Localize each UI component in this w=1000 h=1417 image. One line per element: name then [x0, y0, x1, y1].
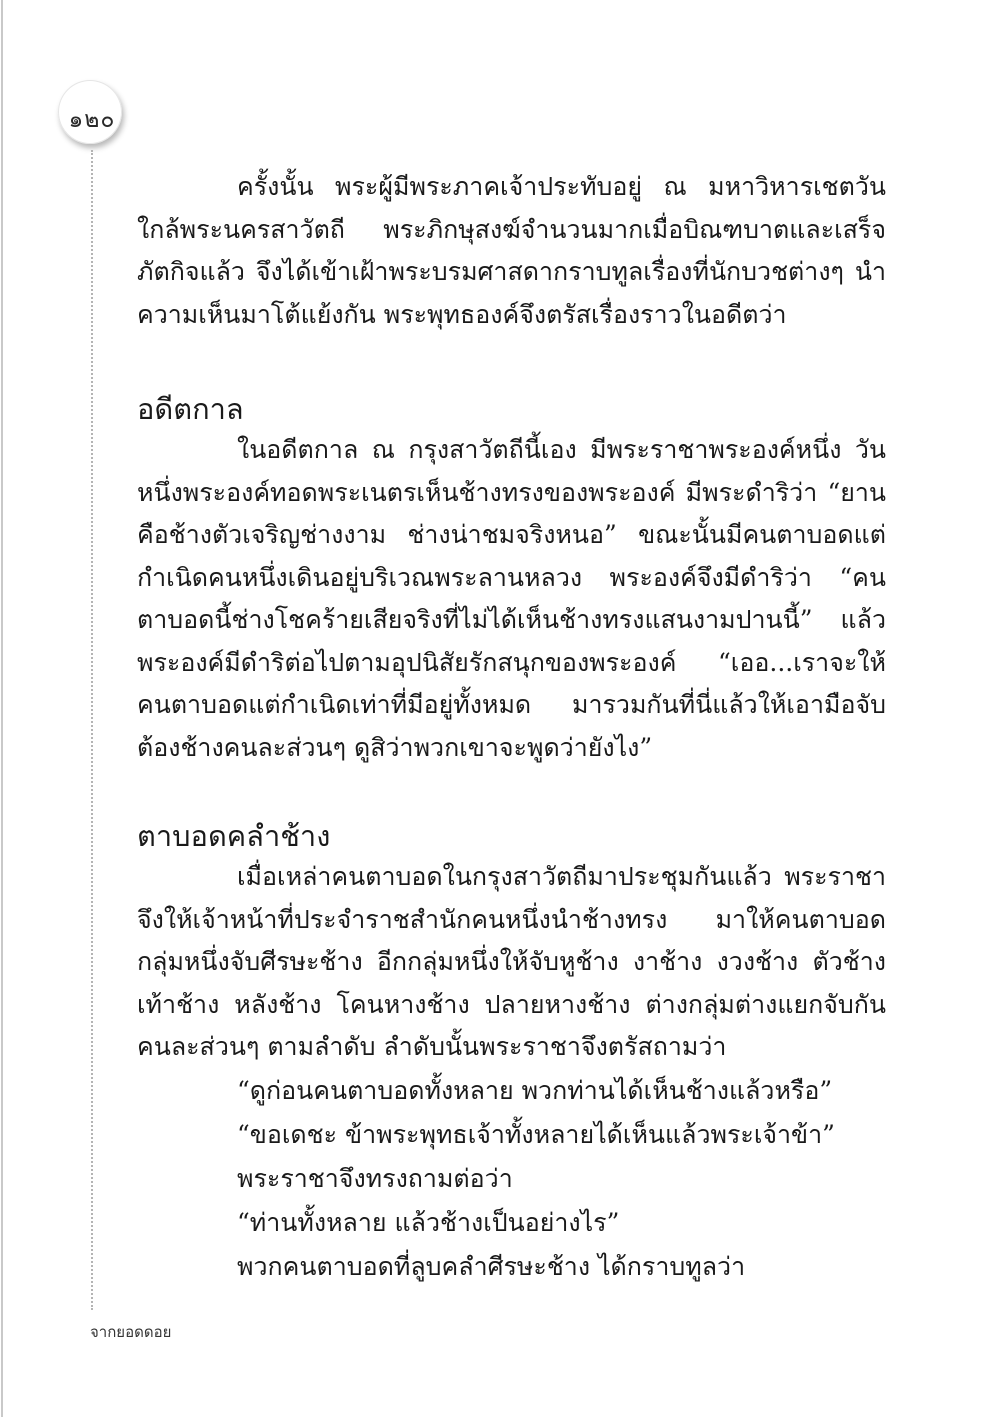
section-past-paragraph: ในอดีตกาล ณ กรุงสาวัตถีนี้เอง มีพระราชาพระองค์หนึ่ง วันหนึ่งพระองค์ทอดพระเนตรเห็นช้างทรงของพระองค์ มีพระดำริว่า “ยานคือช้างตัวเจริญช่างงาม ช่างน่าชมจริงหนอ” ขณะนั้นมีคนตาบอดแต่กำเนิดคนหนึ่งเดินอยู่บริเวณพระลานหลวง พระองค์จึงมีดำริว่า “คนตาบอดนี้ช่างโชคร้ายเสียจริงที่ไม่ได้เห็นช้างทรงแสนงามปานนี้” แล้วพระองค์มีดำริต่อไปตามอุปนิสัยรักสนุกของพระองค์ “เออ...เราจะให้คนตาบอดแต่กำเนิดเท่าที่มีอยู่ทั้งหมด มารวมกันที่นี่แล้วให้เอามือจับต้องช้างคนละส่วนๆ ดูสิว่าพวกเขาจะพูดว่ายังไง” [137, 435, 886, 762]
section-heading-past: อดีตกาล [137, 392, 244, 426]
dialog-line: “ท่านทั้งหลาย แล้วช้างเป็นอย่างไร” [237, 1207, 620, 1237]
page-number: ๑๒๐ [68, 107, 116, 133]
dotted-margin-rule [91, 150, 93, 1310]
page-edge-line [1, 0, 3, 1417]
section-blind-men-paragraph: เมื่อเหล่าคนตาบอดในกรุงสาวัตถีมาประชุมกันแล้ว พระราชาจึงให้เจ้าหน้าที่ประจำราชสำนักคนหนึ่งนำช้างทรง มาให้คนตาบอดกลุ่มหนึ่งจับศีรษะช้าง อีกกลุ่มหนึ่งให้จับหูช้าง งาช้าง งวงช้าง ตัวช้าง เท้าช้าง หลังช้าง โคนหางช้าง ปลายหางช้าง ต่างกลุ่มต่างแยกจับกันคนละส่วนๆ ตามลำดับ ลำดับนั้นพระราชาจึงตรัสถามว่า [137, 862, 886, 1061]
book-title-footer: จากยอดดอย [90, 1323, 172, 1341]
page-number-badge [58, 80, 122, 144]
dialog-line: “ดูก่อนคนตาบอดทั้งหลาย พวกท่านได้เห็นช้างแล้วหรือ” [237, 1075, 833, 1105]
dialog-line: พวกคนตาบอดที่ลูบคลำศีรษะช้าง ได้กราบทูลว่า [237, 1251, 746, 1281]
page-content [137, 166, 886, 1289]
dialog-line: พระราชาจึงทรงถามต่อว่า [237, 1163, 513, 1193]
intro-paragraph: ครั้งนั้น พระผู้มีพระภาคเจ้าประทับอยู่ ณ มหาวิหารเชตวันใกล้พระนครสาวัตถี พระภิกษุสงฆ์จำนวนมากเมื่อบิณฑบาตและเสร็จภัตกิจแล้ว จึงได้เข้าเฝ้าพระบรมศาสดากราบทูลเรื่องที่นักบวชต่างๆ นำความเห็นมาโต้แย้งกัน พระพุทธองค์จึงตรัสเรื่องราวในอดีตว่า [137, 172, 886, 329]
section-heading-blind-men: ตาบอดคลำช้าง [137, 819, 331, 853]
dialog-line: “ขอเดชะ ข้าพระพุทธเจ้าทั้งหลายได้เห็นแล้วพระเจ้าข้า” [237, 1119, 835, 1149]
